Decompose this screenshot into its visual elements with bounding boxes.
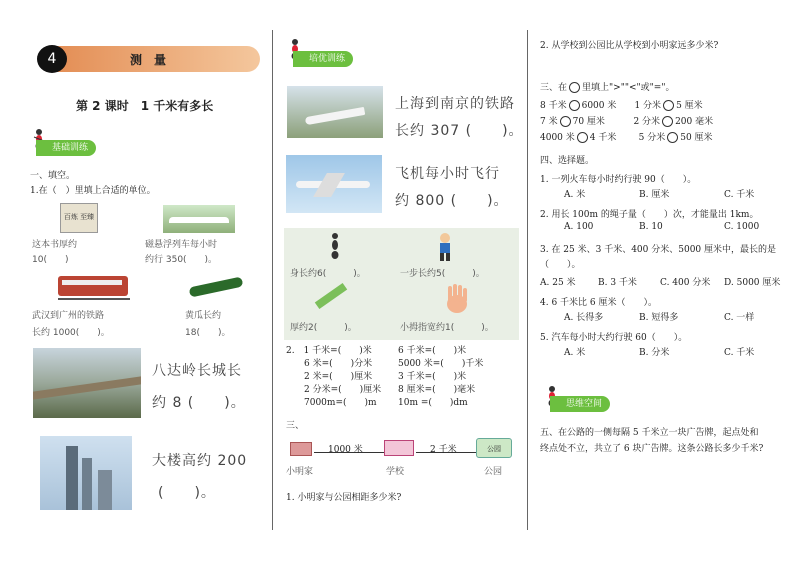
- compare-row: 8 千米 6000 米 1 分米 5 厘米: [540, 101, 703, 111]
- choice-options: [540, 345, 785, 365]
- compare-circle-input[interactable]: [667, 132, 678, 143]
- route-diagram: [286, 432, 521, 480]
- q5-line2: 终点处不立，共立了 6 块广告牌。这条公路长多少千米?: [540, 444, 764, 454]
- choice-option[interactable]: C. 一样: [724, 313, 755, 323]
- place-school: 学校: [386, 467, 405, 477]
- compare-circle-input[interactable]: [662, 116, 673, 127]
- choice-option[interactable]: A. 长得多: [564, 313, 604, 323]
- choice-option[interactable]: A. 米: [564, 348, 586, 358]
- compare-circle-input[interactable]: [577, 132, 588, 143]
- q1-heading: 一、填空。: [30, 171, 76, 181]
- q5-line1: 五、在公路的一侧每隔 5 千米立一块广告牌，起点处和: [540, 428, 759, 438]
- cucumber-blank: 18( )。: [185, 328, 231, 338]
- skyscraper-image: [40, 436, 132, 510]
- shanghai-blank: 长约 307 ( )。: [395, 123, 524, 139]
- choice-option[interactable]: A. 25 米: [540, 278, 576, 288]
- choice-option[interactable]: B. 厘米: [639, 190, 670, 200]
- chapter-number-badge: [37, 45, 67, 73]
- book-cover-label: 百炼 至臻: [63, 213, 95, 221]
- book-blank: 10( ): [32, 255, 69, 265]
- choice-option[interactable]: B. 分米: [639, 348, 670, 358]
- compare-row: 4000 米 4 千米 5 分米 50 厘米: [540, 133, 713, 143]
- step-text: 一步长约5( )。: [400, 269, 485, 279]
- ant-icon: [328, 232, 342, 260]
- book-image: [60, 203, 98, 233]
- highspeed-train-image: [287, 86, 383, 138]
- choice-question: 4. 6 千米比 6 厘米（ ）。: [540, 298, 657, 308]
- q1-instruction: 1.在（ ）里填上合适的单位。: [30, 186, 156, 196]
- plane-text: 飞机每小时飞行: [395, 166, 500, 182]
- rail-blank: 长约 1000( )。: [32, 328, 110, 338]
- choice-options: [540, 310, 785, 330]
- place-home: 小明家: [286, 467, 314, 477]
- thick-text: 厚约2( )。: [290, 323, 357, 333]
- choice-block: [540, 172, 785, 365]
- choice-option[interactable]: B. 10: [639, 222, 663, 232]
- chapter-title: 测 量: [130, 53, 167, 67]
- compare-block: [540, 98, 713, 146]
- compare-heading: 三、在 里填上">""<"或"="。: [540, 83, 675, 93]
- conversion-row: 7000m=( )m 10m =( )dm: [286, 398, 468, 408]
- choice-question: 1. 一列火车每小时约行驶 90（ ）。: [540, 175, 697, 185]
- lesson-title: 第 2 课时 1 千米有多长: [76, 99, 214, 113]
- choice-option[interactable]: A. 米: [564, 190, 586, 200]
- compare-circle-input[interactable]: [663, 100, 674, 111]
- cucumber-text: 黄瓜长约: [185, 311, 222, 321]
- badge-thinking-space: 思维空间: [550, 396, 610, 412]
- train-image: [58, 272, 130, 302]
- conversion-block: [286, 343, 521, 408]
- compare-row: 7 米 70 厘米 2 分米 200 毫米: [540, 117, 714, 127]
- choice-options: [540, 222, 785, 242]
- chapter-number: 4: [47, 51, 57, 67]
- compare-circle-input[interactable]: [560, 116, 571, 127]
- blank-circle-icon: [569, 82, 580, 93]
- q3-2: 2. 从学校到公园比从学校到小明家远多少米?: [540, 41, 719, 51]
- badge-basic-training: 基础训练: [36, 140, 96, 156]
- conversion-row: 2 分米=( )厘米 8 厘米=( )毫米: [286, 385, 476, 395]
- choice-question: 5. 汽车每小时大约行驶 60（ ）。: [540, 333, 688, 343]
- q3-1: 1. 小明家与公园相距多少米?: [286, 493, 402, 503]
- choice-option[interactable]: D. 5000 厘米: [724, 278, 781, 288]
- maglev-text: 磁悬浮列车每小时: [145, 240, 218, 250]
- choice-option[interactable]: C. 400 分米: [660, 278, 711, 288]
- airplane-image: [286, 155, 382, 213]
- choice-question: 2. 用长 100m 的绳子量（ ）次，才能量出 1km。: [540, 210, 759, 220]
- shanghai-text: 上海到南京的铁路: [395, 96, 515, 112]
- great-wall-image: [33, 348, 141, 418]
- column-divider-left: [272, 30, 273, 530]
- building-text: 大楼高约 200: [152, 453, 248, 469]
- rail-text: 武汉到广州的铁路: [32, 311, 105, 321]
- choice-option[interactable]: C. 千米: [724, 190, 755, 200]
- conversion-row: 2. 1 千米=( )米 6 千米=( )米: [286, 346, 467, 356]
- park-icon: [476, 438, 512, 458]
- park-sign: 公园: [487, 445, 501, 453]
- choice-options: [540, 275, 785, 295]
- height-text: 身长约6( )。: [290, 269, 366, 279]
- conversion-row: 2 米=( )厘米 3 千米=( )米: [286, 372, 467, 382]
- compare-circle-input[interactable]: [569, 100, 580, 111]
- maglev-blank: 约行 350( )。: [145, 255, 218, 265]
- q3-heading: 三、: [286, 421, 305, 431]
- choice-option[interactable]: B. 3 千米: [598, 278, 637, 288]
- cucumber-image: [185, 272, 245, 300]
- finger-text: 小拇指宽约1( )。: [400, 323, 494, 333]
- choice-option[interactable]: C. 1000: [724, 222, 760, 232]
- book-text: 这本书厚约: [32, 240, 78, 250]
- maglev-train-image: [163, 205, 235, 233]
- choice-question: 3. 在 25 米、3 千米、400 分米、5000 厘米中，最长的是: [540, 245, 777, 255]
- badge-advanced-training: 培优训练: [293, 51, 353, 67]
- home-icon: [290, 442, 312, 456]
- boy-icon: [434, 232, 456, 262]
- plane-blank: 约 800 ( )。: [395, 193, 509, 209]
- choice-option[interactable]: C. 千米: [724, 348, 755, 358]
- choice-option[interactable]: A. 100: [564, 222, 594, 232]
- q4-heading: 四、选择题。: [540, 156, 595, 166]
- building-blank: ( )。: [158, 485, 216, 501]
- choice-question-cont: （ ）。: [540, 260, 581, 270]
- column-divider-right: [527, 30, 528, 530]
- place-park: 公园: [484, 467, 503, 477]
- wall-blank: 约 8 ( )。: [152, 395, 246, 411]
- ruler-icon: [315, 283, 347, 309]
- conversion-row: 6 米=( )分米 5000 米=( )千米: [286, 359, 484, 369]
- distance-2: 2 千米: [430, 445, 457, 455]
- distance-1: 1000 米: [328, 445, 363, 455]
- school-icon: [384, 440, 414, 456]
- wall-text: 八达岭长城长: [152, 363, 242, 379]
- choice-option[interactable]: B. 短得多: [639, 313, 679, 323]
- hand-icon: [442, 282, 472, 314]
- choice-options: [540, 187, 785, 207]
